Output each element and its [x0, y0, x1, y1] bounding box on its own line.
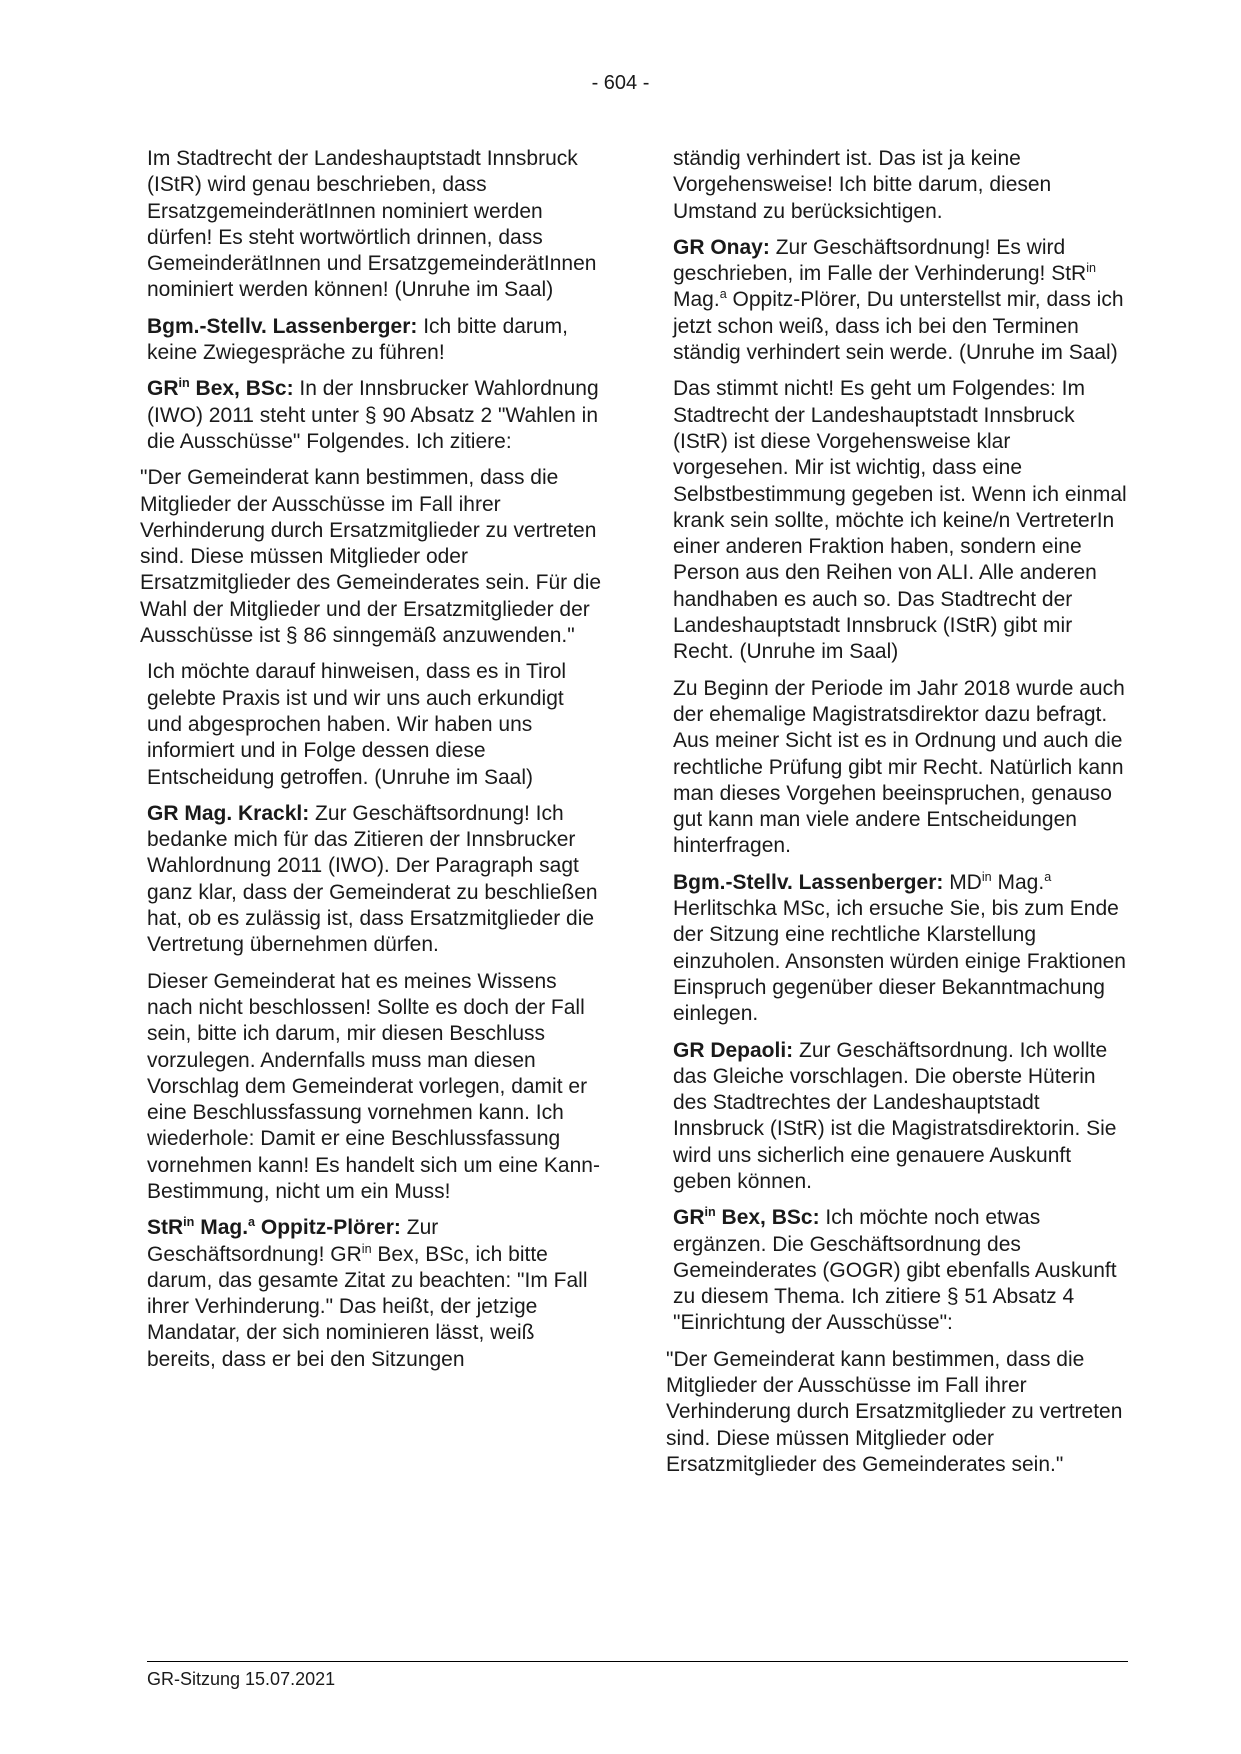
speech-text: Zur Geschäftsordnung! Ich bedanke mich für das Zitieren der Innsbrucker Wahlordnung 2011 (IWO). Der Paragraph sagt ganz klar, dass der Gemeinderat zu beschließen hat, ob es zulässig ist, dass Ersatzmitglieder die Vertretung übernehmen dürfen.: [147, 801, 598, 957]
speech: [147, 1215, 602, 1373]
speech-text: Zur Geschäftsordnung. Ich wollte das Gleiche vorschlagen. Die oberste Hüterin des Stadtrechtes der Landeshauptstadt Innsbruck (IStR) ist die Magistratsdirektorin. Sie wird uns sicherlich eine genauere Auskunft geben können.: [673, 1038, 1117, 1193]
speech-text: $MD^{in}$ Mag.$^a$ Herlitschka MSc, ich ersuche Sie, bis zum Ende der Sitzung eine rechtliche Klarstellung einzuholen. Ansonsten würden einige Fraktionen Einspruch gegenüber dieser Bekanntmachung einlegen.: [673, 869, 1126, 1026]
speaker-name: $GR^{in}$ Bex, BSc:: [147, 376, 294, 401]
paragraph: Im Stadtrecht der Landeshauptstadt Innsbruck (IStR) wird genau beschrieben, dass ErsatzgemeinderätInnen nominiert werden dürfen! Es steht wortwörtlich drinnen, dass GemeinderätInnen und ErsatzgemeinderätInnen nominiert werden können! (Unruhe im Saal): [147, 147, 597, 302]
paragraph: Zu Beginn der Periode im Jahr 2018 wurde auch der ehemalige Magistratsdirektor dazu befragt. Aus meiner Sicht ist es in Ordnung und auch die rechtliche Prüfung gibt mir Recht. Natürlich kann man dieses Vorgehen beeinspruchen, genauso gut kann man viele andere Entscheidungen hinterfragen.: [673, 676, 1125, 858]
speaker-name: $GR^{in}$ Bex, BSc:: [673, 1205, 820, 1230]
paragraph: Dieser Gemeinderat hat es meines Wissens nach nicht beschlossen! Sollte es doch der Fall sein, bitte ich darum, mir diesen Beschluss vorzulegen. Andernfalls muss man diesen Vorschlag dem Gemeinderat vorlegen, damit er eine Beschlussfassung vornehmen kann. Ich wiederhole: Damit er eine Beschlussfassung vornehmen kann! Es handelt sich um eine Kann-Bestimmung, nicht um ein Muss!: [147, 969, 600, 1203]
speech: [147, 376, 602, 455]
speaker-name: Bgm.-Stellv. Lassenberger:: [147, 314, 418, 338]
speaker-name: Bgm.-Stellv. Lassenberger:: [673, 870, 944, 894]
speech: [673, 1205, 1128, 1336]
speaker-name: GR Mag. Krackl:: [147, 801, 310, 825]
speech-text: Ich möchte noch etwas ergänzen. Die Geschäftsordnung des Gemeinderates (GOGR) gibt ebenfalls Auskunft zu diesem Thema. Ich zitiere § 51 Absatz 4 "Einrichtung der Ausschüsse":: [673, 1206, 1117, 1335]
page-number: - 604 -: [591, 72, 650, 94]
right-column: [666, 146, 1128, 1488]
left-column: [140, 146, 602, 1383]
speech: [147, 801, 602, 959]
speech-text: Zur Geschäftsordnung! Es wird geschrieben, im Falle der Verhinderung! StR$^{in}$ Mag.$^a$ Oppitz-Plörer, Du unterstellst mir, dass ich jetzt schon weiß, dass ich bei den Terminen ständig verhindert sein werde. (Unruhe im Saal): [673, 235, 1124, 365]
quotation: "Der Gemeinderat kann bestimmen, dass die Mitglieder der Ausschüsse im Fall ihrer Verhinderung durch Ersatzmitglieder zu vertreten sind. Diese müssen Mitglieder oder Ersatzmitglieder des Gemeinderates sein. Für die Wahl der Mitglieder und der Ersatzmitglieder der Ausschüsse ist § 86 sinngemäß anzuwenden.": [140, 466, 602, 648]
quotation: "Der Gemeinderat kann bestimmen, dass die Mitglieder der Ausschüsse im Fall ihrer Verhinderung durch Ersatzmitglieder zu vertreten sind. Diese müssen Mitglieder oder Ersatzmitglieder des Gemeinderates sein.": [666, 1347, 1123, 1476]
paragraph: Das stimmt nicht! Es geht um Folgendes: Im Stadtrecht der Landeshauptstadt Innsbruck (IStR) ist diese Vorgehensweise klar vorgesehen. Mir ist wichtig, dass eine Selbstbestimmung gegeben ist. Wenn ich einmal krank sein sollte, möchte ich keine/n VertreterIn einer anderen Fraktion haben, sondern eine Person aus den Reihen von ALI. Alle anderen handhaben es auch so. Das Stadtrecht der Landeshauptstadt Innsbruck (IStR) gibt mir Recht. (Unruhe im Saal): [673, 377, 1127, 664]
footer-text: GR-Sitzung 15.07.2021: [147, 1669, 336, 1689]
speech: [673, 235, 1128, 366]
speaker-name: GR Onay:: [673, 235, 770, 259]
speaker-name: StR$^{in}$ Mag.$^a$ Oppitz-Plörer:: [147, 1215, 401, 1240]
speaker-name: GR Depaoli:: [673, 1038, 794, 1062]
paragraph: Ich möchte darauf hinweisen, dass es in Tirol gelebte Praxis ist und wir uns auch erkundigt und abgesprochen haben. Wir haben uns informiert und in Folge dessen diese Entscheidung getroffen. (Unruhe im Saal): [147, 660, 567, 789]
paragraph: ständig verhindert ist. Das ist ja keine Vorgehensweise! Ich bitte darum, diesen Umstand zu berücksichtigen.: [673, 147, 1052, 223]
speech: [673, 870, 1128, 1028]
speech-text: In der Innsbrucker Wahlordnung (IWO) 2011 steht unter § 90 Absatz 2 "Wahlen in die Ausschüsse" Folgendes. Ich zitiere:: [147, 377, 599, 453]
speech: [673, 1038, 1128, 1196]
footer-divider: [147, 1661, 1128, 1662]
speech-text: Zur Geschäftsordnung! $GR^{in}$ Bex, BSc, ich bitte darum, das gesamte Zitat zu beachten: "Im Fall ihrer Verhinderung." Das heißt, der jetzige Mandatar, der sich nominieren lässt, weiß bereits, dass er bei den Sitzungen: [147, 1216, 588, 1371]
speech-text: Ich bitte darum, keine Zwiegespräche zu führen!: [147, 314, 568, 365]
speech: [147, 314, 602, 367]
